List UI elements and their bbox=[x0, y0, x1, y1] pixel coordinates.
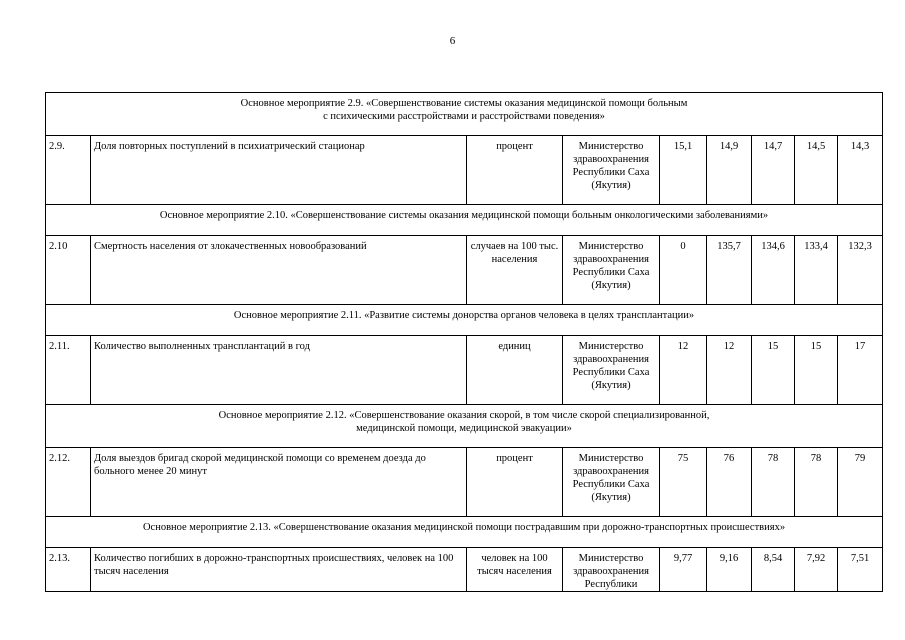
value-cell: 7,92 bbox=[795, 548, 838, 592]
organization-cell: Министерство здравоохранения Республики Саха (Якутия) bbox=[563, 448, 660, 517]
section-row bbox=[46, 405, 883, 448]
value-cell: 78 bbox=[752, 448, 795, 517]
value-cell: 7,51 bbox=[838, 548, 883, 592]
value-cell: 0 bbox=[660, 236, 707, 305]
table-row bbox=[46, 136, 883, 205]
table-row bbox=[46, 236, 883, 305]
organization-cell: Министерство здравоохранения Республики Саха (Якутия) bbox=[563, 236, 660, 305]
indicator-name: Количество выполненных трансплантаций в год bbox=[91, 336, 467, 405]
unit-cell: процент bbox=[467, 136, 563, 205]
indicators-table bbox=[45, 92, 883, 592]
section-row bbox=[46, 93, 883, 136]
value-cell: 12 bbox=[707, 336, 752, 405]
section-title: Основное мероприятие 2.10. «Совершенствование системы оказания медицинской помощи больным онкологическими заболеваниями» bbox=[46, 205, 883, 236]
indicator-name: Доля повторных поступлений в психиатрический стационар bbox=[91, 136, 467, 205]
value-cell: 15 bbox=[752, 336, 795, 405]
value-cell: 76 bbox=[707, 448, 752, 517]
indicator-name: Количество погибших в дорожно-транспортных происшествиях, человек на 100 тысяч населения bbox=[91, 548, 467, 592]
value-cell: 17 bbox=[838, 336, 883, 405]
table-row bbox=[46, 448, 883, 517]
value-cell: 9,16 bbox=[707, 548, 752, 592]
value-cell: 12 bbox=[660, 336, 707, 405]
value-cell: 9,77 bbox=[660, 548, 707, 592]
value-cell: 15 bbox=[795, 336, 838, 405]
row-number: 2.11. bbox=[46, 336, 91, 405]
value-cell: 78 bbox=[795, 448, 838, 517]
value-cell: 8,54 bbox=[752, 548, 795, 592]
value-cell: 14,3 bbox=[838, 136, 883, 205]
value-cell: 15,1 bbox=[660, 136, 707, 205]
value-cell: 133,4 bbox=[795, 236, 838, 305]
row-number: 2.9. bbox=[46, 136, 91, 205]
row-number: 2.12. bbox=[46, 448, 91, 517]
organization-cell: Министерство здравоохранения Республики bbox=[563, 548, 660, 592]
value-cell: 134,6 bbox=[752, 236, 795, 305]
organization-cell: Министерство здравоохранения Республики Саха (Якутия) bbox=[563, 336, 660, 405]
table-row bbox=[46, 548, 883, 592]
value-cell: 14,9 bbox=[707, 136, 752, 205]
section-row bbox=[46, 517, 883, 548]
row-number: 2.13. bbox=[46, 548, 91, 592]
section-title: Основное мероприятие 2.11. «Развитие системы донорства органов человека в целях трансплантации» bbox=[46, 305, 883, 336]
section-row bbox=[46, 205, 883, 236]
unit-cell: человек на 100 тысяч населения bbox=[467, 548, 563, 592]
page-number: 6 bbox=[449, 35, 456, 47]
section-title: Основное мероприятие 2.13. «Совершенствование оказания медицинской помощи пострадавшим при дорожно-транспортных происшествиях» bbox=[46, 517, 883, 548]
value-cell: 14,5 bbox=[795, 136, 838, 205]
unit-cell: процент bbox=[467, 448, 563, 517]
indicator-name: Доля выездов бригад скорой медицинской помощи со временем доезда до больного менее 20 минут bbox=[91, 448, 467, 517]
section-title-text: Основное мероприятие 2.9. «Совершенствование системы оказания медицинской помощи больным с психическими расстройствами и расстройствами поведения» bbox=[240, 98, 688, 122]
value-cell: 14,7 bbox=[752, 136, 795, 205]
organization-cell: Министерство здравоохранения Республики Саха (Якутия) bbox=[563, 136, 660, 205]
section-title bbox=[46, 405, 883, 448]
unit-cell: случаев на 100 тыс. населения bbox=[467, 236, 563, 305]
section-row bbox=[46, 305, 883, 336]
unit-cell: единиц bbox=[467, 336, 563, 405]
value-cell: 132,3 bbox=[838, 236, 883, 305]
value-cell: 79 bbox=[838, 448, 883, 517]
section-title-text: Основное мероприятие 2.12. «Совершенствование оказания скорой, в том числе скорой специализированной, медицинской помощи, медицинской эвакуации» bbox=[218, 410, 710, 434]
section-title bbox=[46, 93, 883, 136]
table-row bbox=[46, 336, 883, 405]
row-number: 2.10 bbox=[46, 236, 91, 305]
value-cell: 135,7 bbox=[707, 236, 752, 305]
value-cell: 75 bbox=[660, 448, 707, 517]
indicator-name: Смертность населения от злокачественных новообразований bbox=[91, 236, 467, 305]
